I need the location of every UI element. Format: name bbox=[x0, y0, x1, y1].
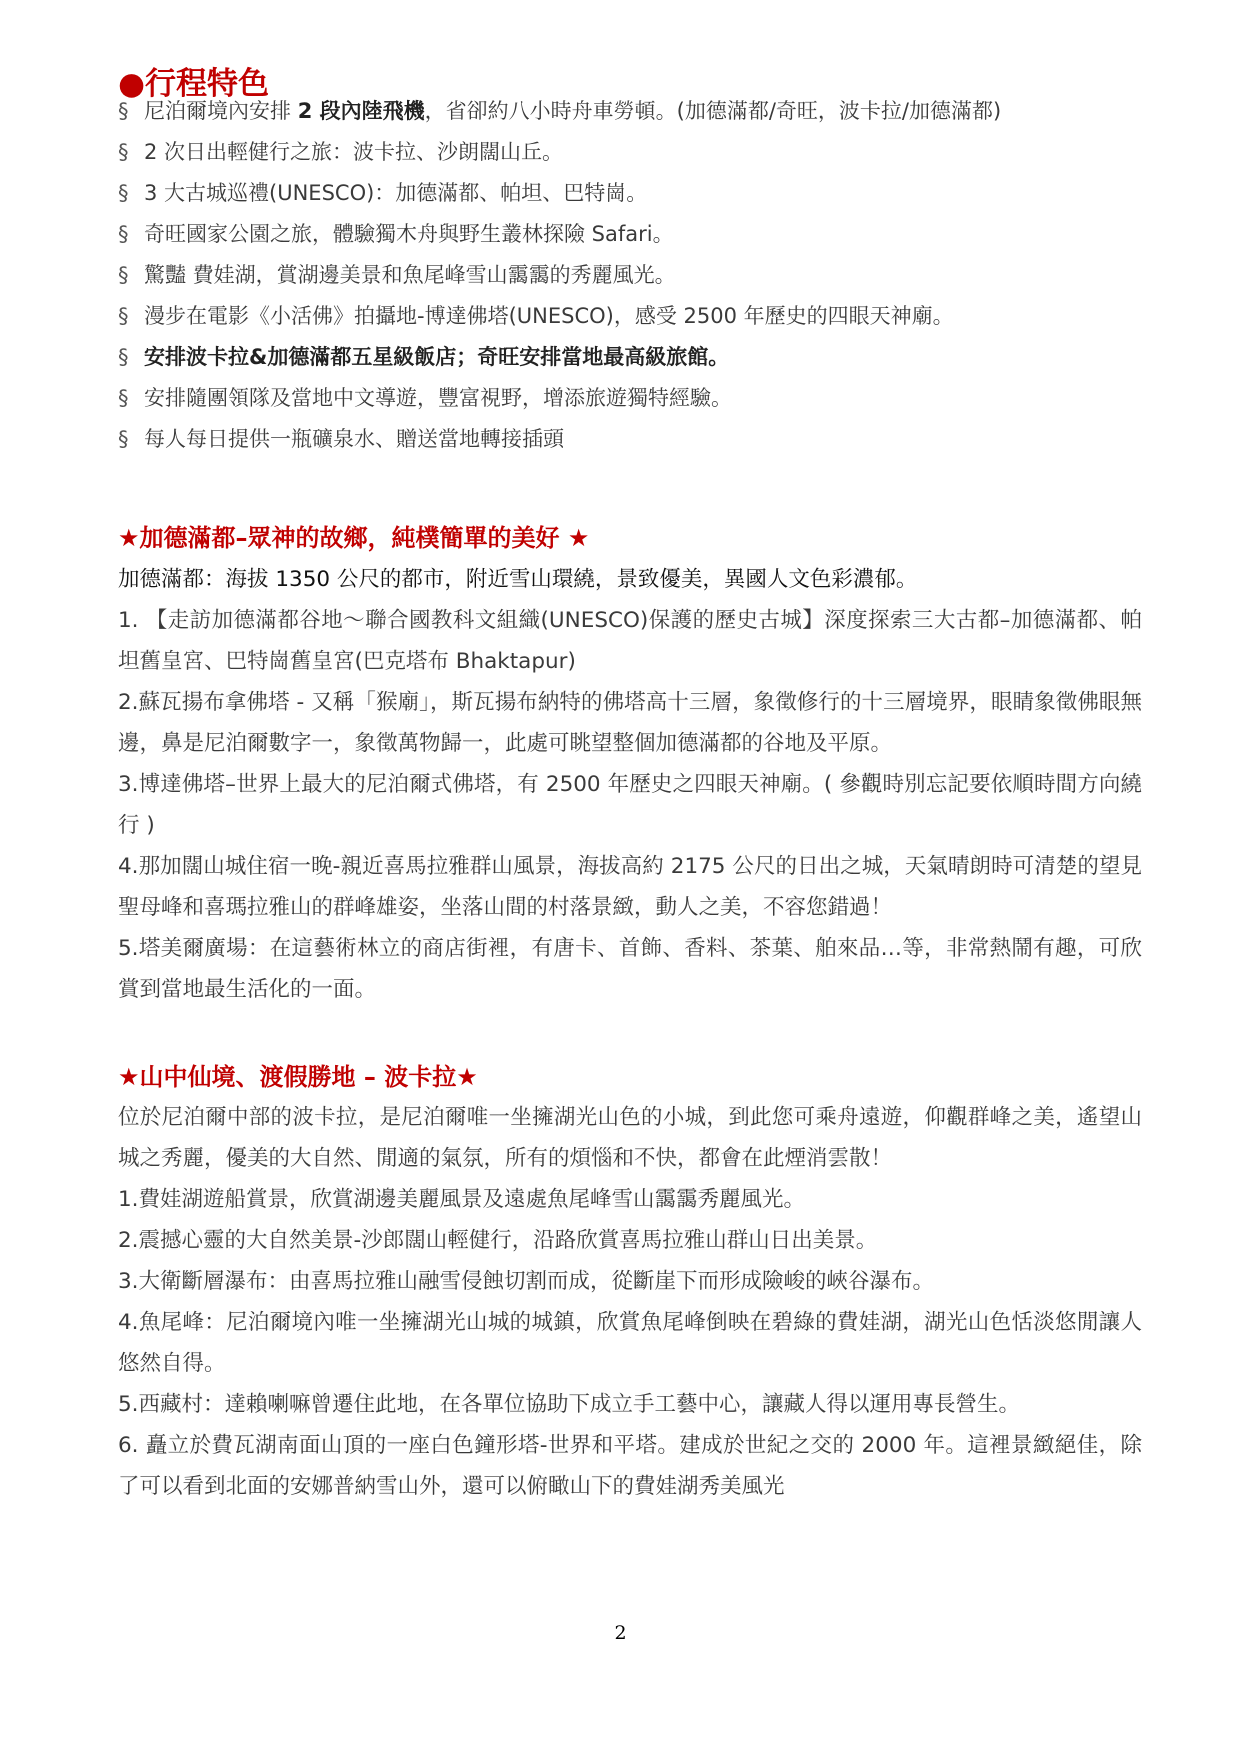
paragraph: 1. 【走訪加德滿都谷地～聯合國教科文組織(UNESCO)保護的歷史古城】深度探索三大古都–加德滿都、帕坦舊皇宮、巴特崗舊皇宮(巴克塔布 Bhaktapur) bbox=[118, 608, 1142, 674]
bullet-mark: § bbox=[118, 263, 129, 287]
list-item: § 每人每日提供一瓶礦泉水、贈送當地轉接插頭 bbox=[118, 419, 1001, 460]
list-item: § 奇旺國家公園之旅，體驗獨木舟與野生叢林探險 Safari。 bbox=[118, 214, 1001, 255]
page-number: 2 bbox=[614, 1622, 627, 1644]
paragraph: 4.魚尾峰：尼泊爾境內唯一坐擁湖光山城的城鎮，欣賞魚尾峰倒映在碧綠的費娃湖，湖光山色恬淡悠閒讓人悠然自得。 bbox=[118, 1310, 1142, 1376]
paragraph: 5.西藏村：達賴喇嘛曾遷住此地，在各單位協助下成立手工藝中心，讓藏人得以運用專長營生。 bbox=[118, 1392, 1021, 1417]
kathmandu-body bbox=[118, 559, 1142, 1010]
section-title-pokhara: ★山中仙境、渡假勝地 – 波卡拉★ bbox=[118, 1063, 478, 1091]
paragraph: 3.大衛斷層瀑布：由喜馬拉雅山融雪侵蝕切割而成，從斷崖下而形成險峻的峽谷瀑布。 bbox=[118, 1269, 935, 1294]
list-item: § 安排隨團領隊及當地中文導遊，豐富視野，增添旅遊獨特經驗。 bbox=[118, 378, 1001, 419]
bullet-mark: § bbox=[118, 222, 129, 246]
paragraph: 1.費娃湖遊船賞景，欣賞湖邊美麗風景及遠處魚尾峰雪山靄靄秀麗風光。 bbox=[118, 1187, 806, 1212]
bullet-mark: § bbox=[118, 304, 129, 328]
bullet-mark: § bbox=[118, 345, 129, 369]
pokhara-body bbox=[118, 1097, 1142, 1507]
bullet-mark: § bbox=[118, 427, 129, 451]
bullet-mark: § bbox=[118, 386, 129, 410]
paragraph: 2.蘇瓦揚布拿佛塔 - 又稱「猴廟」，斯瓦揚布納特的佛塔高十三層，象徵修行的十三層境界，眼睛象徵佛眼無邊，鼻是尼泊爾數字一，象徵萬物歸一，此處可眺望整個加德滿都的谷地及平原。 bbox=[118, 690, 1142, 756]
list-item: § 漫步在電影《小活佛》拍攝地-博達佛塔(UNESCO)，感受 2500 年歷史的四眼天神廟。 bbox=[118, 296, 1001, 337]
bullet-mark: § bbox=[118, 99, 129, 123]
feature-list bbox=[118, 91, 1001, 460]
paragraph: 5.塔美爾廣場：在這藝術林立的商店街裡，有唐卡、首飾、香料、茶葉、舶來品…等，非常熱鬧有趣，可欣賞到當地最生活化的一面。 bbox=[118, 936, 1142, 1002]
bullet-mark: § bbox=[118, 181, 129, 205]
list-item: § 驚豔 費娃湖，賞湖邊美景和魚尾峰雪山靄靄的秀麗風光。 bbox=[118, 255, 1001, 296]
paragraph: 6. 矗立於費瓦湖南面山頂的一座白色鐘形塔-世界和平塔。建成於世紀之交的 2000 年。這裡景緻絕佳，除了可以看到北面的安娜普納雪山外，還可以俯瞰山下的費娃湖秀美風光 bbox=[118, 1433, 1142, 1499]
paragraph: 2.震撼心靈的大自然美景-沙郎闊山輕健行，沿路欣賞喜馬拉雅山群山日出美景。 bbox=[118, 1228, 878, 1253]
kathmandu-intro: 加德滿都：海拔 1350 公尺的都市，附近雪山環繞，景致優美，異國人文色彩濃郁。 bbox=[118, 567, 918, 592]
pokhara-intro: 位於尼泊爾中部的波卡拉，是尼泊爾唯一坐擁湖光山色的小城，到此您可乘舟遠遊，仰觀群峰之美，遙望山城之秀麗，優美的大自然、閒適的氣氛，所有的煩惱和不快，都會在此煙消雲散！ bbox=[118, 1105, 1142, 1171]
list-item: § 3 大古城巡禮(UNESCO)：加德滿都、帕坦、巴特崗。 bbox=[118, 173, 1001, 214]
list-item: § 2 次日出輕健行之旅：波卡拉、沙朗闊山丘。 bbox=[118, 132, 1001, 173]
list-item: § 安排波卡拉&加德滿都五星級飯店；奇旺安排當地最高級旅館。 bbox=[118, 337, 1001, 378]
bullet-mark: § bbox=[118, 140, 129, 164]
paragraph: 3.博達佛塔–世界上最大的尼泊爾式佛塔，有 2500 年歷史之四眼天神廟。( 參觀時別忘記要依順時間方向繞行 ) bbox=[118, 772, 1142, 838]
list-item: § 尼泊爾境內安排 2 段內陸飛機，省卻約八小時舟車勞頓。(加德滿都/奇旺，波卡拉/加德滿都) bbox=[118, 91, 1001, 132]
paragraph: 4.那加闊山城住宿一晚-親近喜馬拉雅群山風景，海拔高約 2175 公尺的日出之城，天氣晴朗時可清楚的望見聖母峰和喜瑪拉雅山的群峰雄姿，坐落山間的村落景緻，動人之美，不容您錯過！ bbox=[118, 854, 1142, 920]
section-title-itinerary-features: ●行程特色 bbox=[118, 66, 270, 102]
section-title-kathmandu: ★加德滿都–眾神的故鄉，純樸簡單的美好 ★ bbox=[118, 524, 590, 552]
